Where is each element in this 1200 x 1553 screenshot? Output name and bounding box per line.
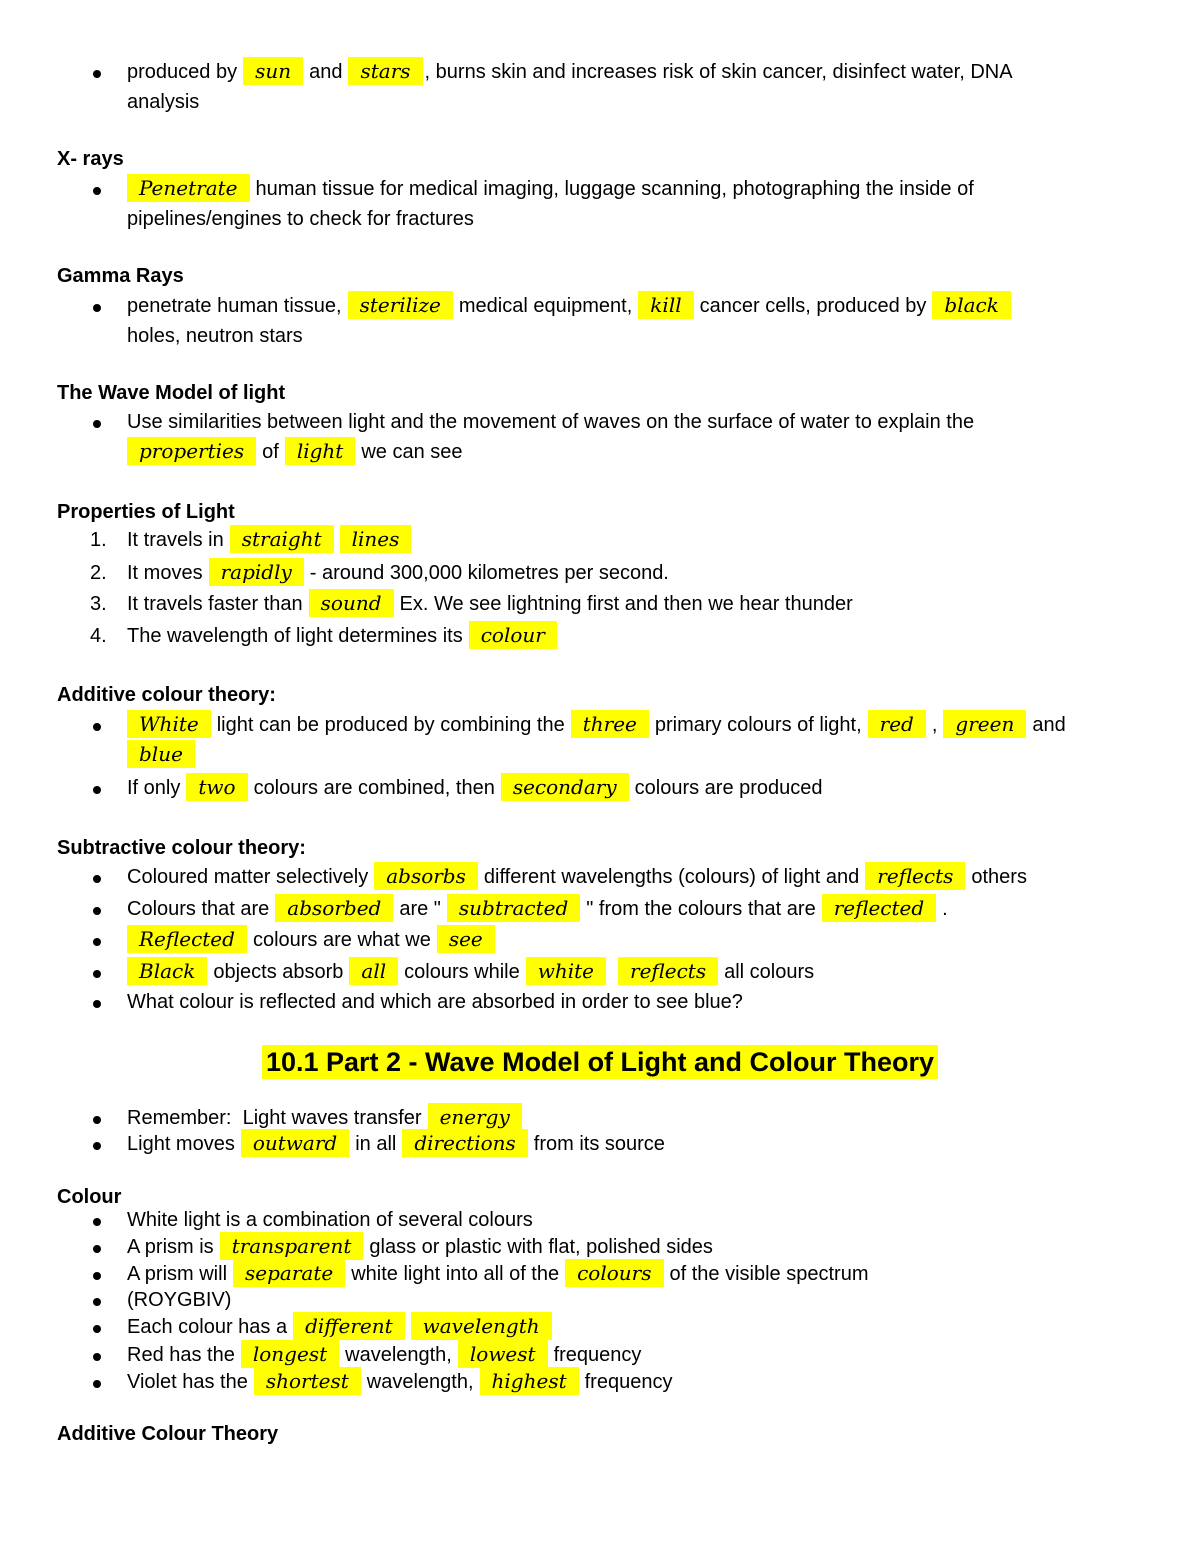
bullet-continuation: analysis bbox=[127, 91, 200, 113]
fill-answer: absorbed bbox=[275, 894, 393, 922]
fill-answer: stars bbox=[348, 57, 422, 85]
fill-answer: sound bbox=[309, 589, 394, 617]
wave-model-bullet bbox=[127, 407, 974, 467]
bullet-text: produced by bbox=[127, 61, 238, 83]
section-heading-subtractive: Subtractive colour theory: bbox=[57, 837, 306, 859]
fill-answer: reflects bbox=[865, 862, 965, 890]
fill-answer: energy bbox=[428, 1103, 522, 1131]
fill-answer: light bbox=[285, 437, 356, 465]
item-number: 2. bbox=[90, 562, 107, 584]
bullet-dot bbox=[93, 1000, 101, 1008]
bullet-text: all colours bbox=[724, 961, 815, 983]
bullet-text: " from the colours that are bbox=[586, 898, 816, 920]
item-text: It travels in bbox=[127, 529, 224, 551]
fill-answer: see bbox=[437, 925, 495, 953]
bullet-text: colours are what we bbox=[252, 929, 431, 951]
bullet-text: in all bbox=[355, 1133, 397, 1155]
bullet-text: Red has the bbox=[127, 1344, 235, 1366]
bullet-text: glass or plastic with flat, polished sides bbox=[369, 1236, 713, 1258]
item-text: It moves bbox=[127, 562, 203, 584]
bullet-text: colours are produced bbox=[634, 777, 823, 799]
fill-answer: secondary bbox=[501, 773, 629, 801]
subtractive-bullet bbox=[127, 957, 814, 987]
colour-bullet bbox=[127, 1312, 558, 1342]
fill-answer: highest bbox=[480, 1367, 579, 1395]
fill-answer: different bbox=[293, 1312, 405, 1340]
fill-answer: black bbox=[932, 291, 1010, 319]
bullet-text: are " bbox=[399, 898, 441, 920]
fill-answer: green bbox=[943, 710, 1026, 738]
bullet-text: cancer cells, produced by bbox=[699, 295, 927, 317]
bullet-text: primary colours of light, bbox=[654, 714, 862, 736]
bullet-continuation: holes, neutron stars bbox=[127, 325, 303, 347]
fill-answer: reflects bbox=[618, 957, 718, 985]
fill-answer: wavelength bbox=[411, 1312, 552, 1340]
bullet-text: frequency bbox=[584, 1371, 673, 1393]
subtractive-bullet bbox=[127, 894, 948, 924]
numbered-item bbox=[90, 621, 563, 651]
bullet-text: others bbox=[971, 866, 1027, 888]
bullet-text: Remember: Light waves transfer bbox=[127, 1107, 422, 1129]
bullet-text: from its source bbox=[533, 1133, 665, 1155]
part-title bbox=[0, 1045, 1200, 1079]
bullet-text: If only bbox=[127, 777, 181, 799]
bullet-dot bbox=[93, 1218, 101, 1226]
item-text: It travels faster than bbox=[127, 593, 303, 615]
subtractive-bullet bbox=[127, 862, 1027, 892]
fill-answer: directions bbox=[402, 1129, 527, 1157]
bullet-text: Colours that are bbox=[127, 898, 270, 920]
colour-bullet bbox=[127, 1340, 641, 1370]
fill-answer: transparent bbox=[220, 1232, 364, 1260]
item-text: Ex. We see lightning first and then we hear thunder bbox=[399, 593, 853, 615]
additive-bullet bbox=[127, 710, 1066, 770]
bullet-text: and bbox=[309, 61, 343, 83]
bullet-dot bbox=[93, 1380, 101, 1388]
bullet-dot bbox=[93, 1298, 101, 1306]
fill-answer: subtracted bbox=[447, 894, 580, 922]
bullet-text: Coloured matter selectively bbox=[127, 866, 369, 888]
fill-answer: reflected bbox=[822, 894, 936, 922]
bullet-text: colours are combined, then bbox=[253, 777, 495, 799]
bullet-dot bbox=[93, 723, 101, 731]
fill-answer: separate bbox=[233, 1259, 345, 1287]
bullet-text: What colour is reflected and which are absorbed in order to see blue? bbox=[127, 991, 743, 1013]
fill-answer: red bbox=[868, 710, 926, 738]
fill-answer: colours bbox=[565, 1259, 663, 1287]
bullet-text: colours while bbox=[404, 961, 520, 983]
bullet-text: objects absorb bbox=[213, 961, 344, 983]
bullet-dot bbox=[93, 907, 101, 915]
bullet-dot bbox=[93, 187, 101, 195]
item-number: 4. bbox=[90, 625, 107, 647]
bullet-text: , bbox=[931, 714, 938, 736]
fill-answer: all bbox=[349, 957, 398, 985]
bullet-text: penetrate human tissue, bbox=[127, 295, 342, 317]
colour-bullet bbox=[127, 1367, 672, 1397]
part-title-text: 10.1 Part 2 - Wave Model of Light and Colour Theory bbox=[262, 1045, 938, 1079]
bullet-text: and bbox=[1032, 714, 1066, 736]
section-heading-xrays: X- rays bbox=[57, 148, 124, 170]
subtractive-bullet bbox=[127, 987, 743, 1017]
bullet-text: light can be produced by combining the bbox=[216, 714, 565, 736]
bullet-dot bbox=[93, 970, 101, 978]
bullet-text: (ROYGBIV) bbox=[127, 1289, 232, 1311]
bullet-dot bbox=[93, 938, 101, 946]
fill-answer: lowest bbox=[458, 1340, 548, 1368]
numbered-item bbox=[90, 589, 853, 619]
bullet-dot bbox=[93, 1353, 101, 1361]
bullet-dot bbox=[93, 420, 101, 428]
numbered-item bbox=[90, 558, 669, 588]
bullet-text: different wavelengths (colours) of light and bbox=[483, 866, 860, 888]
fill-answer: three bbox=[571, 710, 649, 738]
section-heading-wave-model: The Wave Model of light bbox=[57, 382, 286, 404]
section-heading-colour: Colour bbox=[57, 1186, 122, 1208]
bullet-dot bbox=[93, 786, 101, 794]
xrays-bullet bbox=[127, 174, 974, 234]
part2-bullet bbox=[127, 1129, 665, 1159]
fill-answer: Reflected bbox=[127, 925, 247, 953]
bullet-text: we can see bbox=[361, 441, 463, 463]
bullet-text: human tissue for medical imaging, luggage scanning, photographing the inside of bbox=[255, 178, 974, 200]
fill-answer: properties bbox=[127, 437, 256, 465]
bullet-text: , burns skin and increases risk of skin cancer, disinfect water, DNA bbox=[424, 61, 1013, 83]
numbered-item bbox=[90, 525, 417, 555]
bullet-dot bbox=[93, 1325, 101, 1333]
bullet-text: Violet has the bbox=[127, 1371, 248, 1393]
section-heading-additive-2: Additive Colour Theory bbox=[57, 1423, 279, 1445]
bullet-text: of bbox=[262, 441, 279, 463]
bullet-text: White light is a combination of several colours bbox=[127, 1209, 533, 1231]
fill-answer: blue bbox=[127, 740, 195, 768]
item-number: 3. bbox=[90, 593, 107, 615]
bullet-dot bbox=[93, 304, 101, 312]
bullet-dot bbox=[93, 1272, 101, 1280]
uv-bullet bbox=[127, 57, 1013, 117]
section-heading-additive: Additive colour theory: bbox=[57, 684, 276, 706]
fill-answer: white bbox=[526, 957, 606, 985]
fill-answer: two bbox=[186, 773, 247, 801]
bullet-text: A prism will bbox=[127, 1263, 228, 1285]
bullet-dot bbox=[93, 1245, 101, 1253]
fill-answer: rapidly bbox=[209, 558, 304, 586]
bullet-continuation: pipelines/engines to check for fractures bbox=[127, 208, 474, 230]
bullet-dot bbox=[93, 70, 101, 78]
bullet-dot bbox=[93, 1142, 101, 1150]
section-heading-properties: Properties of Light bbox=[57, 501, 235, 523]
bullet-text: white light into all of the bbox=[351, 1263, 560, 1285]
colour-bullet bbox=[127, 1205, 533, 1235]
fill-answer: kill bbox=[638, 291, 693, 319]
bullet-text: Each colour has a bbox=[127, 1316, 288, 1338]
item-text: The wavelength of light determines its bbox=[127, 625, 463, 647]
fill-answer: sun bbox=[243, 57, 303, 85]
colour-bullet bbox=[127, 1285, 231, 1315]
fill-answer: Black bbox=[127, 957, 207, 985]
bullet-text: of the visible spectrum bbox=[669, 1263, 869, 1285]
bullet-text: . bbox=[942, 898, 948, 920]
fill-answer: Penetrate bbox=[127, 174, 250, 202]
bullet-dot bbox=[93, 875, 101, 883]
colour-bullet bbox=[127, 1232, 713, 1262]
fill-answer: outward bbox=[241, 1129, 349, 1157]
fill-answer: sterilize bbox=[348, 291, 453, 319]
section-heading-gamma: Gamma Rays bbox=[57, 265, 184, 287]
fill-answer: longest bbox=[241, 1340, 339, 1368]
fill-answer: shortest bbox=[254, 1367, 361, 1395]
fill-answer: straight bbox=[230, 525, 334, 553]
item-text: - around 300,000 kilometres per second. bbox=[309, 562, 669, 584]
colour-bullet bbox=[127, 1259, 868, 1289]
fill-answer: lines bbox=[340, 525, 412, 553]
bullet-text: frequency bbox=[553, 1344, 642, 1366]
bullet-dot bbox=[93, 1116, 101, 1124]
item-number: 1. bbox=[90, 529, 107, 551]
fill-answer: colour bbox=[469, 621, 557, 649]
bullet-text: wavelength, bbox=[366, 1371, 474, 1393]
additive-bullet bbox=[127, 773, 823, 803]
bullet-text: A prism is bbox=[127, 1236, 214, 1258]
bullet-text: Use similarities between light and the movement of waves on the surface of water to explain the bbox=[127, 411, 975, 433]
fill-answer: White bbox=[127, 710, 211, 738]
subtractive-bullet bbox=[127, 925, 501, 955]
fill-answer: absorbs bbox=[374, 862, 478, 890]
bullet-text: medical equipment, bbox=[458, 295, 633, 317]
gamma-bullet bbox=[127, 291, 1017, 351]
bullet-text: wavelength, bbox=[345, 1344, 452, 1366]
bullet-text: Light moves bbox=[127, 1133, 235, 1155]
